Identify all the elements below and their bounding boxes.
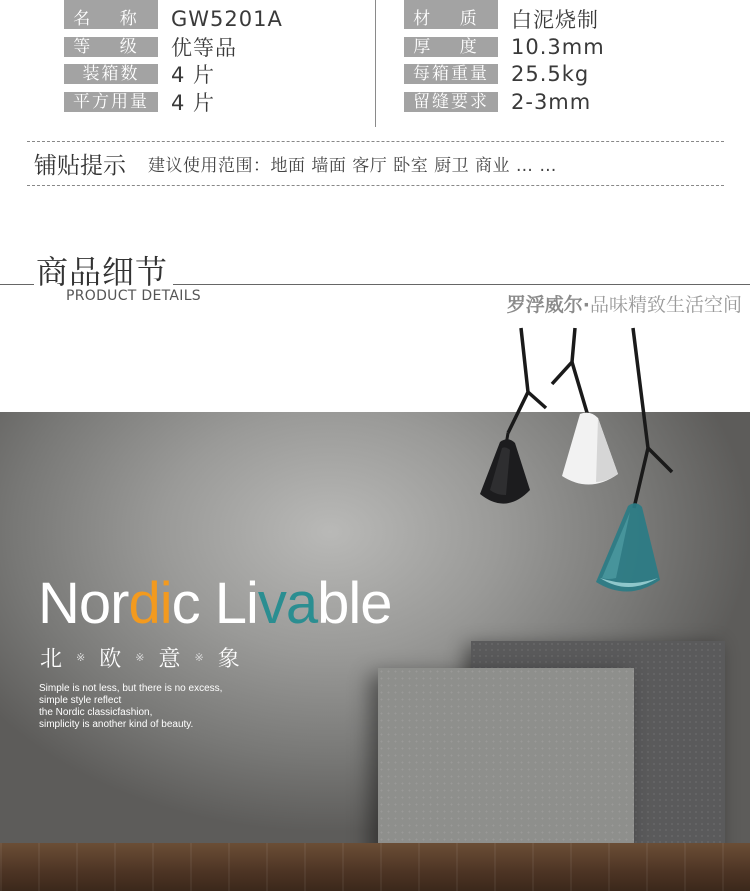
brand-slogan (507, 290, 742, 317)
spec-label: 材 质 (404, 9, 498, 29)
banner-title-part: ble (317, 571, 392, 636)
spec-value: 10.3mm (511, 35, 605, 59)
cn-word: 北 (40, 647, 63, 672)
tips-text: 建议使用范围：地面 墙面 客厅 卧室 厨卫 商业 … … (148, 155, 557, 176)
spec-label: 平方用量 (64, 92, 158, 112)
tips-title: 铺贴提示 (34, 152, 126, 179)
product-banner (0, 412, 750, 891)
banner-title-part: c Li (171, 571, 258, 636)
spec-value: GW5201A (171, 7, 283, 31)
spec-row-box-count (64, 63, 215, 85)
poem-line: simple style reflect (39, 695, 122, 706)
spec-label: 等 级 (64, 37, 158, 57)
dashed-divider-bottom (27, 185, 724, 186)
slogan-text: 品味精致生活空间 (589, 294, 742, 316)
separator-mark: ※ (135, 651, 145, 664)
spec-row-gap (404, 91, 591, 113)
poem-line: Simple is not less, but there is no excess, (39, 683, 223, 694)
poem-line: simplicity is another kind of beauty. (39, 719, 194, 730)
spec-label: 名 称 (64, 9, 158, 29)
spec-row-material (404, 8, 599, 30)
dashed-divider-top (27, 141, 724, 142)
poem-line: the Nordic classicfashion, (39, 707, 153, 718)
spec-row-usage (64, 91, 215, 113)
spec-row-thickness (404, 36, 605, 58)
spec-value: 2-3mm (511, 90, 592, 114)
spec-table (0, 0, 750, 135)
brand-name: 罗浮威尔· (506, 294, 590, 316)
banner-title-accent-orange: di (128, 571, 172, 636)
separator-mark: ※ (76, 651, 86, 664)
banner-cn-subtitle (40, 642, 240, 673)
spec-value: 25.5kg (511, 62, 590, 86)
cn-word: 意 (158, 647, 181, 672)
cn-word: 象 (217, 647, 240, 672)
installation-tips (34, 146, 557, 180)
spec-value: 优等品 (171, 36, 237, 60)
spec-label: 厚 度 (404, 37, 498, 57)
spec-label: 留缝要求 (404, 92, 498, 112)
header-rule-right (173, 284, 750, 285)
spec-label: 每箱重量 (404, 64, 498, 84)
banner-title-accent-teal: va (257, 571, 318, 636)
separator-mark: ※ (194, 651, 204, 664)
header-rule-left (0, 284, 34, 285)
spec-label: 装箱数 (64, 64, 158, 84)
section-title: 商品细节 (36, 253, 169, 291)
banner-title-part: Nor (38, 571, 129, 636)
section-subtitle: PRODUCT DETAILS (66, 288, 201, 304)
spec-value: 4 片 (171, 91, 216, 115)
banner-title (38, 570, 392, 637)
spec-value: 白泥烧制 (511, 8, 599, 32)
spec-divider (375, 0, 376, 127)
spec-row-weight (404, 63, 589, 85)
spec-row-grade (64, 36, 237, 58)
cn-word: 欧 (99, 647, 122, 672)
spec-value: 4 片 (171, 63, 216, 87)
spec-row-name (64, 8, 283, 30)
wood-floor (0, 843, 750, 891)
banner-poem (39, 683, 222, 731)
